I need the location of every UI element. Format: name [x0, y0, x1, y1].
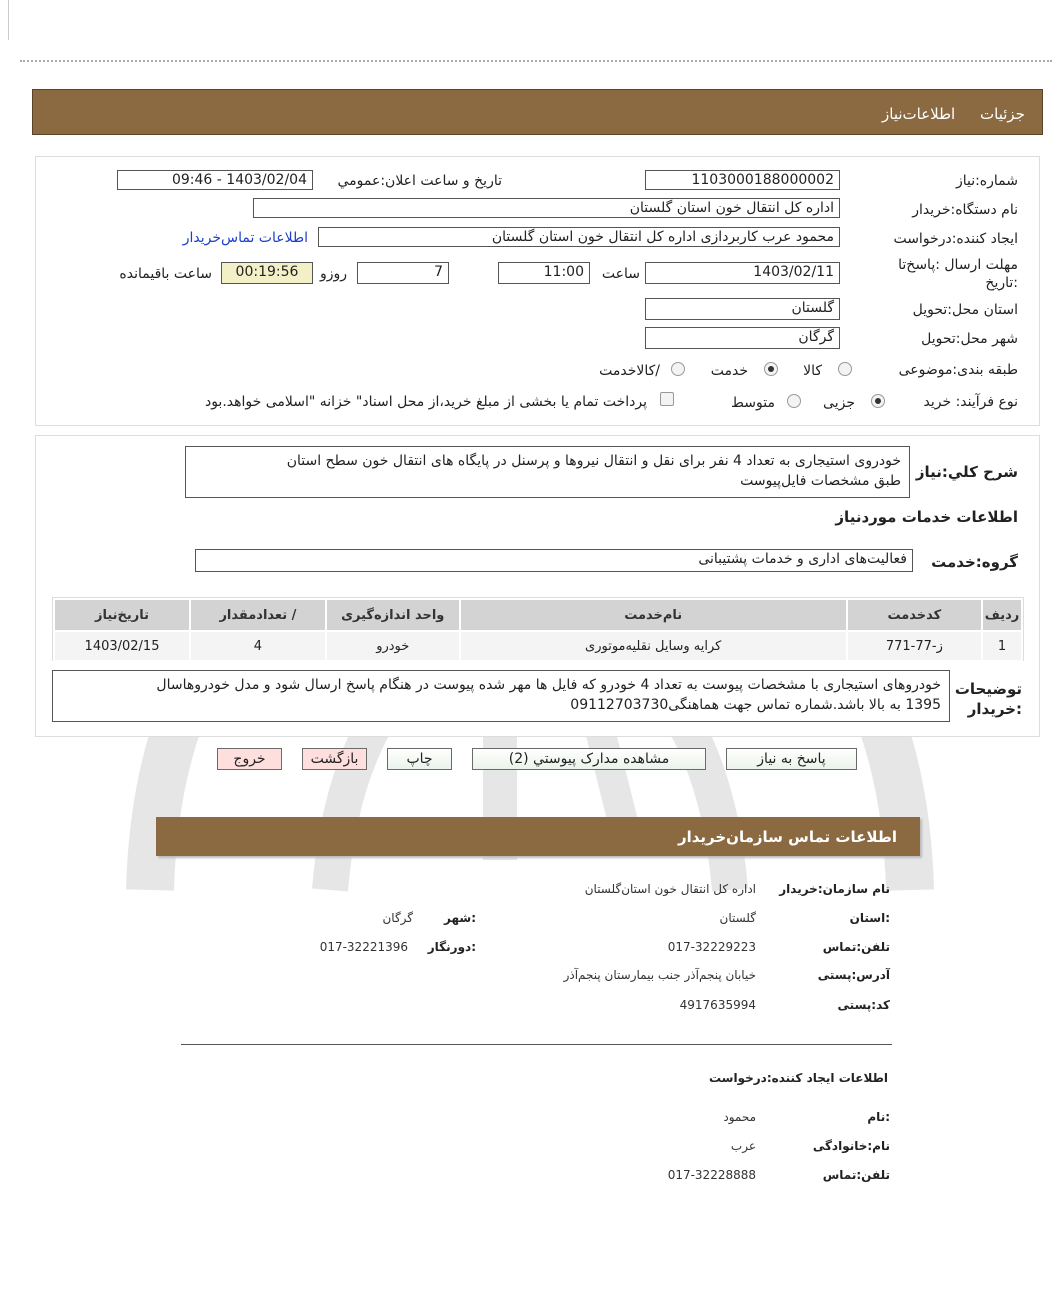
buyer-contact-link[interactable]: اطلاعات تماس‌خریدار	[182, 230, 308, 246]
category-service-radio[interactable]	[764, 362, 778, 376]
contact-org-value: اداره کل انتقال خون استان‌گلستان	[584, 882, 756, 896]
city-label: شهر محل:تحویل	[921, 331, 1018, 347]
contact-city-value: گرگان	[382, 911, 413, 925]
creator-name-value: محمود	[723, 1110, 756, 1124]
buyer-notes-label-2: :خریدار	[967, 700, 1022, 718]
remaining-time-field: 00:19:56	[221, 262, 313, 284]
days-field: 7	[357, 262, 449, 284]
summary-line-1: خودروی استیجاری به تعداد 4 نفر برای نقل و انتقال نیروها و پرسنل در پایگاه های انتقال خون سطح استان	[286, 453, 901, 469]
back-button[interactable]: بازگشت	[302, 748, 367, 770]
announce-field: 1403/02/04 - 09:46	[117, 170, 313, 190]
col-code-header: کدخدمت	[847, 599, 982, 631]
table-row	[54, 631, 1022, 661]
cell-date: 1403/02/15	[54, 631, 190, 661]
creator-phone-value: 017-32228888	[667, 1168, 756, 1182]
contact-fax-label: :دورنگار	[427, 940, 476, 954]
contact-divider	[181, 1044, 892, 1045]
service-group-field: فعالیت‌های اداری و خدمات پشتیبانی	[195, 549, 913, 572]
reply-button[interactable]: پاسخ به نیاز	[726, 748, 857, 770]
category-goods-radio[interactable]	[838, 362, 852, 376]
time-label: ساعت	[601, 266, 640, 282]
deadline-date-field: 1403/02/11	[645, 262, 840, 284]
process-medium-label: متوسط	[731, 395, 775, 411]
days-label: روزو	[319, 266, 347, 282]
left-border-line	[8, 0, 9, 40]
view-attachments-button[interactable]: مشاهده مدارک پیوستي (2)	[472, 748, 706, 770]
tab-details[interactable]: جزئیات	[980, 105, 1025, 123]
buyer-org-field: اداره کل انتقال خون استان گلستان	[253, 198, 840, 218]
remaining-label: ساعت باقیمانده	[119, 266, 212, 282]
creator-phone-label: تلفن:تماس	[822, 1168, 890, 1182]
deadline-label-2: :تاریخ	[985, 275, 1018, 291]
contact-province-value: گلستان	[719, 911, 756, 925]
category-label: طبقه بندی:موضوعی	[898, 362, 1018, 378]
contact-phone-value: 017-32229223	[667, 940, 756, 954]
announce-label: تاریخ و ساعت اعلان:عمومي	[337, 173, 502, 189]
creator-field: محمود عرب کاربردازی اداره کل انتقال خون استان گلستان	[318, 227, 840, 247]
services-table	[53, 598, 1023, 662]
creator-label: ایجاد کننده:درخواست	[893, 231, 1018, 247]
process-medium-radio[interactable]	[787, 394, 801, 408]
summary-line-2: طبق مشخصات فایل‌پیوست	[740, 473, 901, 489]
contact-postal-value: 4917635994	[679, 998, 756, 1012]
category-goods-service-label: /کالاخدمت	[599, 363, 660, 379]
payment-note: پرداخت تمام یا بخشی از مبلغ خرید،از محل اسناد" خزانه "اسلامی خواهد.بود	[204, 394, 647, 410]
tab-need-info[interactable]: اطلاعات‌نیاز	[882, 105, 956, 123]
process-label: نوع فرآیند: خرید	[923, 394, 1018, 410]
process-minor-label: جزیی	[823, 395, 855, 411]
service-group-label: گروه:خدمت	[931, 553, 1018, 571]
buyer-notes-line-1: خودروهای استیجاری با مشخصات پیوست به تعداد 4 خودرو که فایل ها مهر شده پیوست در هنگام پاسخ ارسال شود و مدل خودروهاسال	[156, 677, 941, 693]
cell-row: 1	[982, 631, 1022, 661]
col-row-header: ردیف	[982, 599, 1022, 631]
creator-name-label: :نام	[867, 1110, 890, 1124]
buyer-notes-line-2: 1395 به بالا باشد.شماره تماس جهت هماهنگی09112703730	[570, 697, 941, 713]
province-label: استان محل:تحویل	[912, 302, 1018, 318]
cell-name: کرایه وسایل نقلیه‌موتوری	[460, 631, 847, 661]
buyer-notes-box	[52, 670, 950, 722]
cell-unit: خودرو	[326, 631, 460, 661]
summary-label: شرح کلي:نیاز	[915, 463, 1018, 481]
need-number-field: 1103000188000002	[645, 170, 840, 190]
deadline-time-field: 11:00	[498, 262, 590, 284]
contact-phone-label: تلفن:تماس	[822, 940, 890, 954]
col-qty-header: / تعدادمقدار	[190, 599, 326, 631]
creator-info-heading: اطلاعات ایجاد کننده:درخواست	[708, 1071, 888, 1085]
exit-button[interactable]: خروج	[217, 748, 282, 770]
contact-province-label: :استان	[849, 911, 890, 925]
need-number-label: شماره:نیاز	[955, 173, 1018, 189]
process-minor-radio[interactable]	[871, 394, 885, 408]
top-separator	[20, 60, 1052, 62]
col-date-header: تاریخ‌نیاز	[54, 599, 190, 631]
need-info-panel	[35, 156, 1040, 426]
category-goods-service-radio[interactable]	[671, 362, 685, 376]
buyer-notes-label: توضیحات	[954, 680, 1022, 698]
category-goods-label: کالا	[803, 363, 822, 379]
print-button[interactable]: چاپ	[387, 748, 452, 770]
contact-title: اطلاعات تماس سازمان‌خریدار	[677, 828, 897, 846]
creator-family-value: عرب	[730, 1139, 756, 1153]
contact-city-label: :شهر	[444, 911, 476, 925]
province-field: گلستان	[645, 298, 840, 320]
cell-code: ز-77-771	[847, 631, 982, 661]
services-heading: اطلاعات خدمات موردنیاز	[835, 508, 1018, 526]
summary-box	[185, 446, 910, 498]
contact-fax-value: 017-32221396	[319, 940, 408, 954]
buyer-org-label: نام دستگاه:خریدار	[912, 202, 1018, 218]
contact-postal-label: کد:پستی	[837, 998, 890, 1012]
table-header-row	[54, 599, 1022, 631]
contact-org-label: نام سازمان:خریدار	[779, 882, 890, 896]
deadline-label: مهلت ارسال :پاسخ‌تا	[898, 257, 1018, 273]
contact-address-value: خیابان پنجم‌آذر جنب بیمارستان پنجم‌آذر	[563, 968, 756, 982]
treasury-checkbox[interactable]	[660, 392, 674, 406]
col-unit-header: واحد اندازه‌گیری	[326, 599, 460, 631]
creator-family-label: نام:خانوادگی	[812, 1139, 890, 1153]
contact-address-label: آدرس:پستی	[817, 968, 890, 982]
cell-qty: 4	[190, 631, 326, 661]
col-name-header: نام‌خدمت	[460, 599, 847, 631]
city-field: گرگان	[645, 327, 840, 349]
category-service-label: خدمت	[710, 363, 748, 379]
